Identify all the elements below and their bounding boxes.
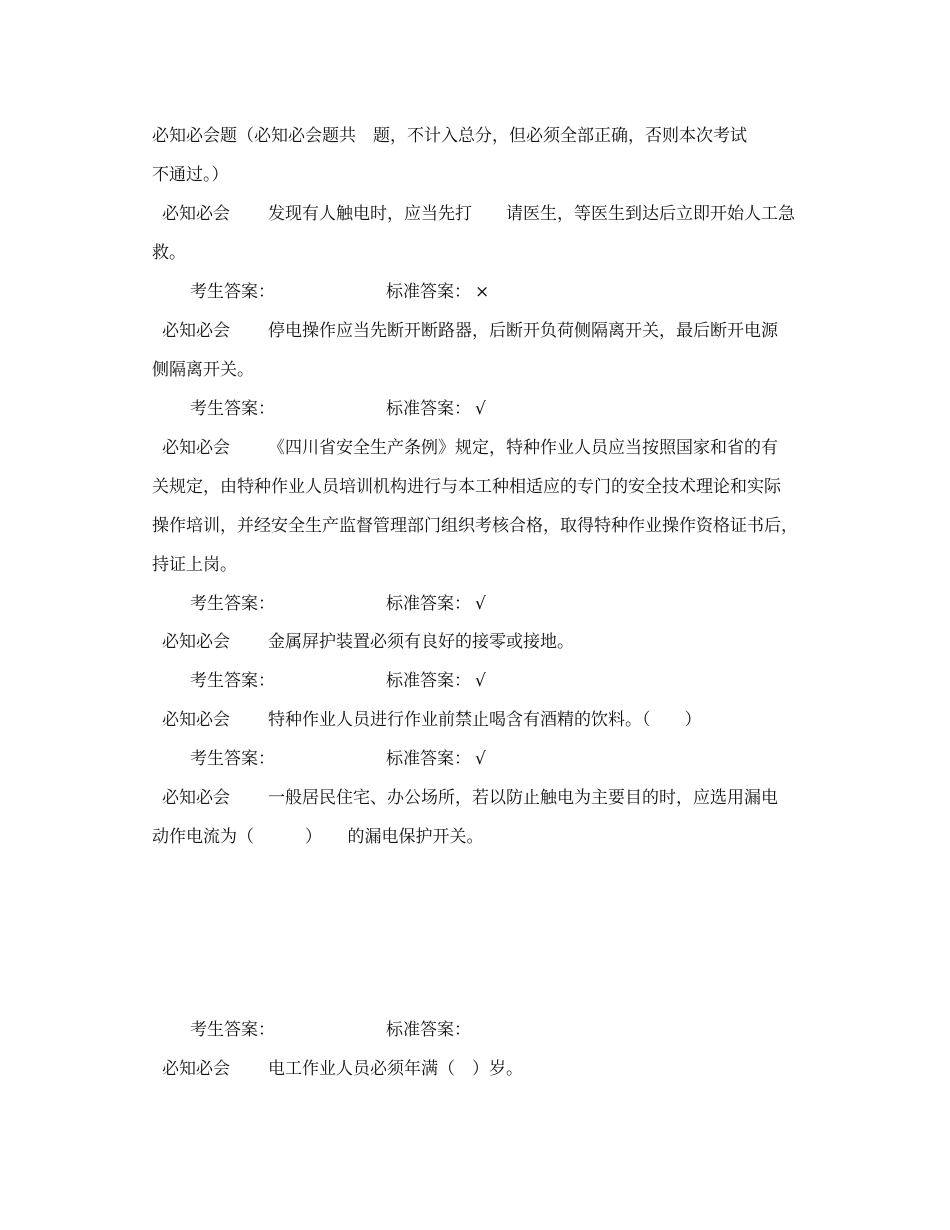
intro-line-2: 不通过。） xyxy=(152,165,229,185)
question-3-text-cont-2: 操作培训，并经安全生产监督管理部门组织考核合格，取得特种作业操作资格证书后， xyxy=(152,516,798,536)
standard-answer-label: 标准答案： xyxy=(386,671,471,691)
question-7-text: 电工作业人员必须年满（ ）岁。 xyxy=(268,1059,523,1079)
question-3-text-cont-3: 持证上岗。 xyxy=(152,555,237,575)
question-6-text-cont: 动作电流为（ ） 的漏电保护开关。 xyxy=(152,827,484,847)
question-1-text-cont: 救。 xyxy=(152,243,186,263)
standard-answer-label: 标准答案： xyxy=(386,282,471,302)
question-1-text: 发现有人触电时，应当先打 请医生，等医生到达后立即开始人工急 xyxy=(268,204,795,224)
standard-answer-value: √ xyxy=(475,749,486,769)
standard-answer-label: 标准答案： xyxy=(386,1020,471,1040)
intro-line-1: 必知必会题（必知必会题共 题，不计入总分，但必须全部正确，否则本次考试 xyxy=(152,126,747,146)
question-tag: 必知必会 xyxy=(162,438,230,458)
candidate-answer-label: 考生答案： xyxy=(190,749,275,769)
standard-answer xyxy=(386,398,486,420)
question-tag: 必知必会 xyxy=(162,204,230,224)
question-6-text: 一般居民住宅、办公场所，若以防止触电为主要目的时，应选用漏电 xyxy=(268,788,778,808)
question-5-text: 特种作业人员进行作业前禁止喝含有酒精的饮料。（ ） xyxy=(268,710,702,730)
question-tag: 必知必会 xyxy=(162,321,230,341)
question-2-text: 停电操作应当先断开断路器，后断开负荷侧隔离开关，最后断开电源 xyxy=(268,321,778,341)
standard-answer-label: 标准答案： xyxy=(386,749,471,769)
question-tag: 必知必会 xyxy=(162,710,230,730)
candidate-answer-label: 考生答案： xyxy=(190,671,275,691)
standard-answer-value: × xyxy=(475,282,490,302)
question-tag: 必知必会 xyxy=(162,632,230,652)
question-tag: 必知必会 xyxy=(162,788,230,808)
standard-answer-value: √ xyxy=(475,399,486,419)
question-4-text: 金属屏护装置必须有良好的接零或接地。 xyxy=(268,632,574,652)
standard-answer xyxy=(386,281,489,303)
standard-answer-value: √ xyxy=(475,671,486,691)
standard-answer xyxy=(386,670,486,692)
candidate-answer-label: 考生答案： xyxy=(190,594,275,614)
standard-answer-label: 标准答案： xyxy=(386,594,471,614)
question-3-text: 《四川省安全生产条例》规定，特种作业人员应当按照国家和省的有 xyxy=(268,438,778,458)
candidate-answer-label: 考生答案： xyxy=(190,399,275,419)
candidate-answer-label: 考生答案： xyxy=(190,1020,275,1040)
standard-answer xyxy=(386,748,486,770)
candidate-answer-label: 考生答案： xyxy=(190,282,275,302)
standard-answer xyxy=(386,593,486,615)
standard-answer-value: √ xyxy=(475,594,486,614)
standard-answer xyxy=(386,1019,475,1041)
question-3-text-cont-1: 关规定，由特种作业人员培训机构进行与本工种相适应的专门的安全技术理论和实际 xyxy=(152,477,781,497)
question-2-text-cont: 侧隔离开关。 xyxy=(152,360,254,380)
standard-answer-label: 标准答案： xyxy=(386,399,471,419)
question-tag: 必知必会 xyxy=(162,1059,230,1079)
